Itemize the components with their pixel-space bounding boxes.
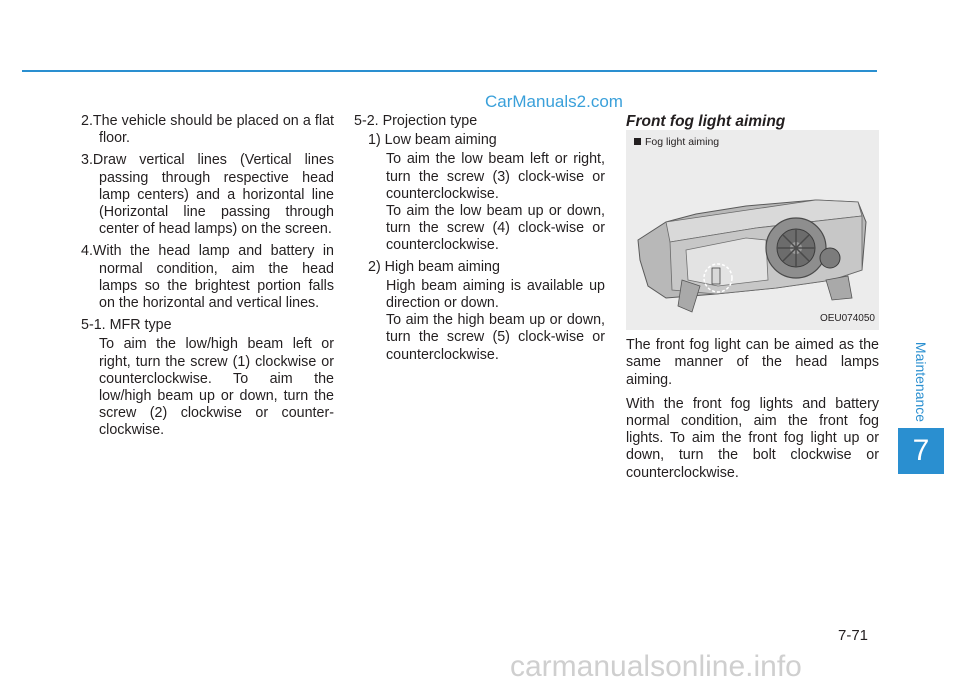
figure-code: OEU074050 <box>819 313 875 324</box>
column-2 <box>354 113 605 364</box>
fog-light-paragraph-1: The front fog light can be aimed as the same manner of the head lamps aiming. <box>626 337 879 388</box>
step-3-text: 3.Draw vertical lines (Vertical lines passing through respective head lamp centers) and a horizontal line (Horizontal line passing through center of head lamps) on the screen. <box>81 152 334 238</box>
high-beam-text-2: To aim the high beam up or down, turn the screw (5) clock-wise or counterclockwise. <box>386 312 605 363</box>
fog-light-figure <box>626 130 879 330</box>
fog-light-illustration <box>626 130 879 330</box>
watermark-bottom[interactable]: carmanualsonline.info <box>510 650 802 683</box>
chapter-label <box>896 342 946 422</box>
high-beam-heading: 2) High beam aiming <box>368 258 500 275</box>
projection-type-heading: 5-2. Projection type <box>354 113 478 129</box>
figure-caption-text: Fog light aiming <box>645 136 720 149</box>
column-1 <box>81 113 334 440</box>
caption-square-icon <box>634 138 641 145</box>
fog-light-section-title: Front fog light aiming <box>626 113 786 130</box>
top-rule <box>22 70 877 72</box>
figure-caption <box>634 134 719 151</box>
watermark-top[interactable]: CarManuals2.com <box>485 92 623 111</box>
fog-light-paragraph-2: With the front fog lights and battery normal condition, aim the front fog lights. To aim the front fog light up or down, turn the bolt clockwise or counterclockwise. <box>626 395 879 481</box>
mfr-type-text: To aim the low/high beam left or right, turn the screw (1) clockwise or counterclockwise. To aim the low/high beam up or down, turn the screw (2) clockwise or counter-clockwise. <box>99 336 334 439</box>
mfr-type-heading: 5-1. MFR type <box>81 317 172 334</box>
step-2-text: 2.The vehicle should be placed on a flat floor. <box>81 113 334 147</box>
column-3 <box>626 113 879 489</box>
page-number: 7-71 <box>838 627 869 644</box>
step-4-text: 4.With the head lamp and battery in normal condition, aim the head lamps so the brightest portion falls on the horizontal and vertical lines. <box>81 243 334 312</box>
low-beam-text-2: To aim the low beam up or down, turn the screw (4) clock-wise or counterclockwise. <box>386 203 605 254</box>
chapter-label-text: Maintenance <box>913 341 929 423</box>
low-beam-text-1: To aim the low beam left or right, turn the screw (3) clock-wise or counterclockwise. <box>386 151 605 202</box>
high-beam-text-1: High beam aiming is available up direction or down. <box>386 277 605 312</box>
low-beam-heading: 1) Low beam aiming <box>368 132 497 149</box>
chapter-number-tab: 7 <box>898 428 944 474</box>
